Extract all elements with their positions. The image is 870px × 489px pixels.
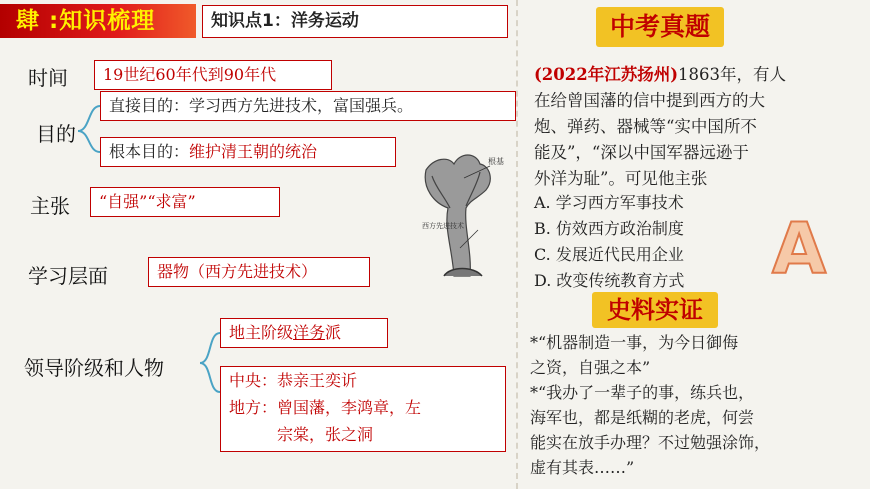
question-source: (2022年江苏扬州) [534, 65, 679, 84]
value-root-purpose [100, 137, 396, 167]
question-line: (2022年江苏扬州)1863年，有人 [534, 65, 787, 84]
leaders-branch [200, 333, 220, 392]
value-time: 19世纪60年代到90年代 [94, 60, 332, 90]
purpose-branch [78, 106, 100, 152]
value-claim: “自强”“求富” [90, 187, 280, 217]
option-d: D. 改变传统教育方式 [534, 271, 685, 290]
label-purpose: 目的 [36, 122, 76, 146]
quote-line: 海军也，都是纸糊的老虎，何尝 [530, 408, 755, 427]
quote-line: *“机器制造一事，为今日御侮 [530, 333, 739, 352]
label-time: 时间 [28, 66, 68, 90]
question-line: 能及”，“深以中国军器远逊于 [534, 143, 749, 162]
quote-line: 之资，自强之本” [530, 358, 651, 377]
value-level: 器物（西方先进技术） [148, 257, 370, 287]
leader-class-highlight: 洋务 [293, 323, 326, 342]
local-line-2 [229, 421, 505, 448]
label-leaders: 领导阶级和人物 [24, 356, 164, 380]
exam-question [534, 62, 850, 192]
option-b: B. 仿效西方政治制度 [534, 219, 684, 238]
question-line: 外洋为耻”。可见他主张 [534, 169, 708, 188]
option-a: A. 学习西方军事技术 [534, 193, 684, 212]
local-prefix: 地方： [229, 398, 278, 417]
exam-options [534, 190, 794, 294]
value-leader-people [220, 366, 506, 452]
central-line [229, 367, 505, 394]
leader-class-suffix: 派 [325, 323, 342, 342]
local-line [229, 394, 505, 421]
root-purpose-prefix: 根本目的： [109, 142, 190, 161]
central-value: 恭亲王奕䜣 [277, 371, 358, 390]
quote-line: *“我办了一辈子的事，练兵也， [530, 383, 755, 402]
exam-answer: A [772, 208, 827, 290]
tree-illustration [414, 148, 506, 278]
leader-class-prefix: 地主阶级 [229, 323, 294, 342]
local-value-1: 曾国藩，李鸿章，左 [277, 398, 422, 417]
topic-title: 知识点1：洋务运动 [202, 5, 508, 38]
direct-purpose-prefix: 直接目的： [109, 96, 190, 115]
evidence-tag: 史料实证 [592, 292, 718, 328]
central-prefix: 中央： [229, 371, 278, 390]
label-level: 学习层面 [28, 264, 108, 288]
local-value-2: 宗棠，张之洞 [277, 425, 374, 444]
section-label: 肆 :知识梳理 [16, 8, 156, 34]
option-c: C. 发展近代民用企业 [534, 245, 684, 264]
question-line: 在给曾国藩的信中提到西方的大 [534, 91, 765, 110]
question-line: 炮、弹药、器械等“实中国所不 [534, 117, 757, 136]
label-claim: 主张 [30, 194, 70, 218]
value-leader-class [220, 318, 388, 348]
tree-tag-bottom: 西方先进技术 [422, 222, 464, 230]
root-purpose-text: 维护清王朝的统治 [189, 142, 318, 161]
quote-line: 虚有其表……” [530, 458, 635, 477]
exam-tag: 中考真题 [596, 7, 724, 47]
tree-tag-top: 根基 [488, 157, 504, 166]
value-direct-purpose [100, 91, 516, 121]
quote-line: 能实在放手办理？不过勉强涂饰， [530, 433, 771, 452]
evidence-quotes [530, 330, 856, 480]
direct-purpose-text: 学习西方先进技术，富国强兵。 [189, 96, 414, 115]
